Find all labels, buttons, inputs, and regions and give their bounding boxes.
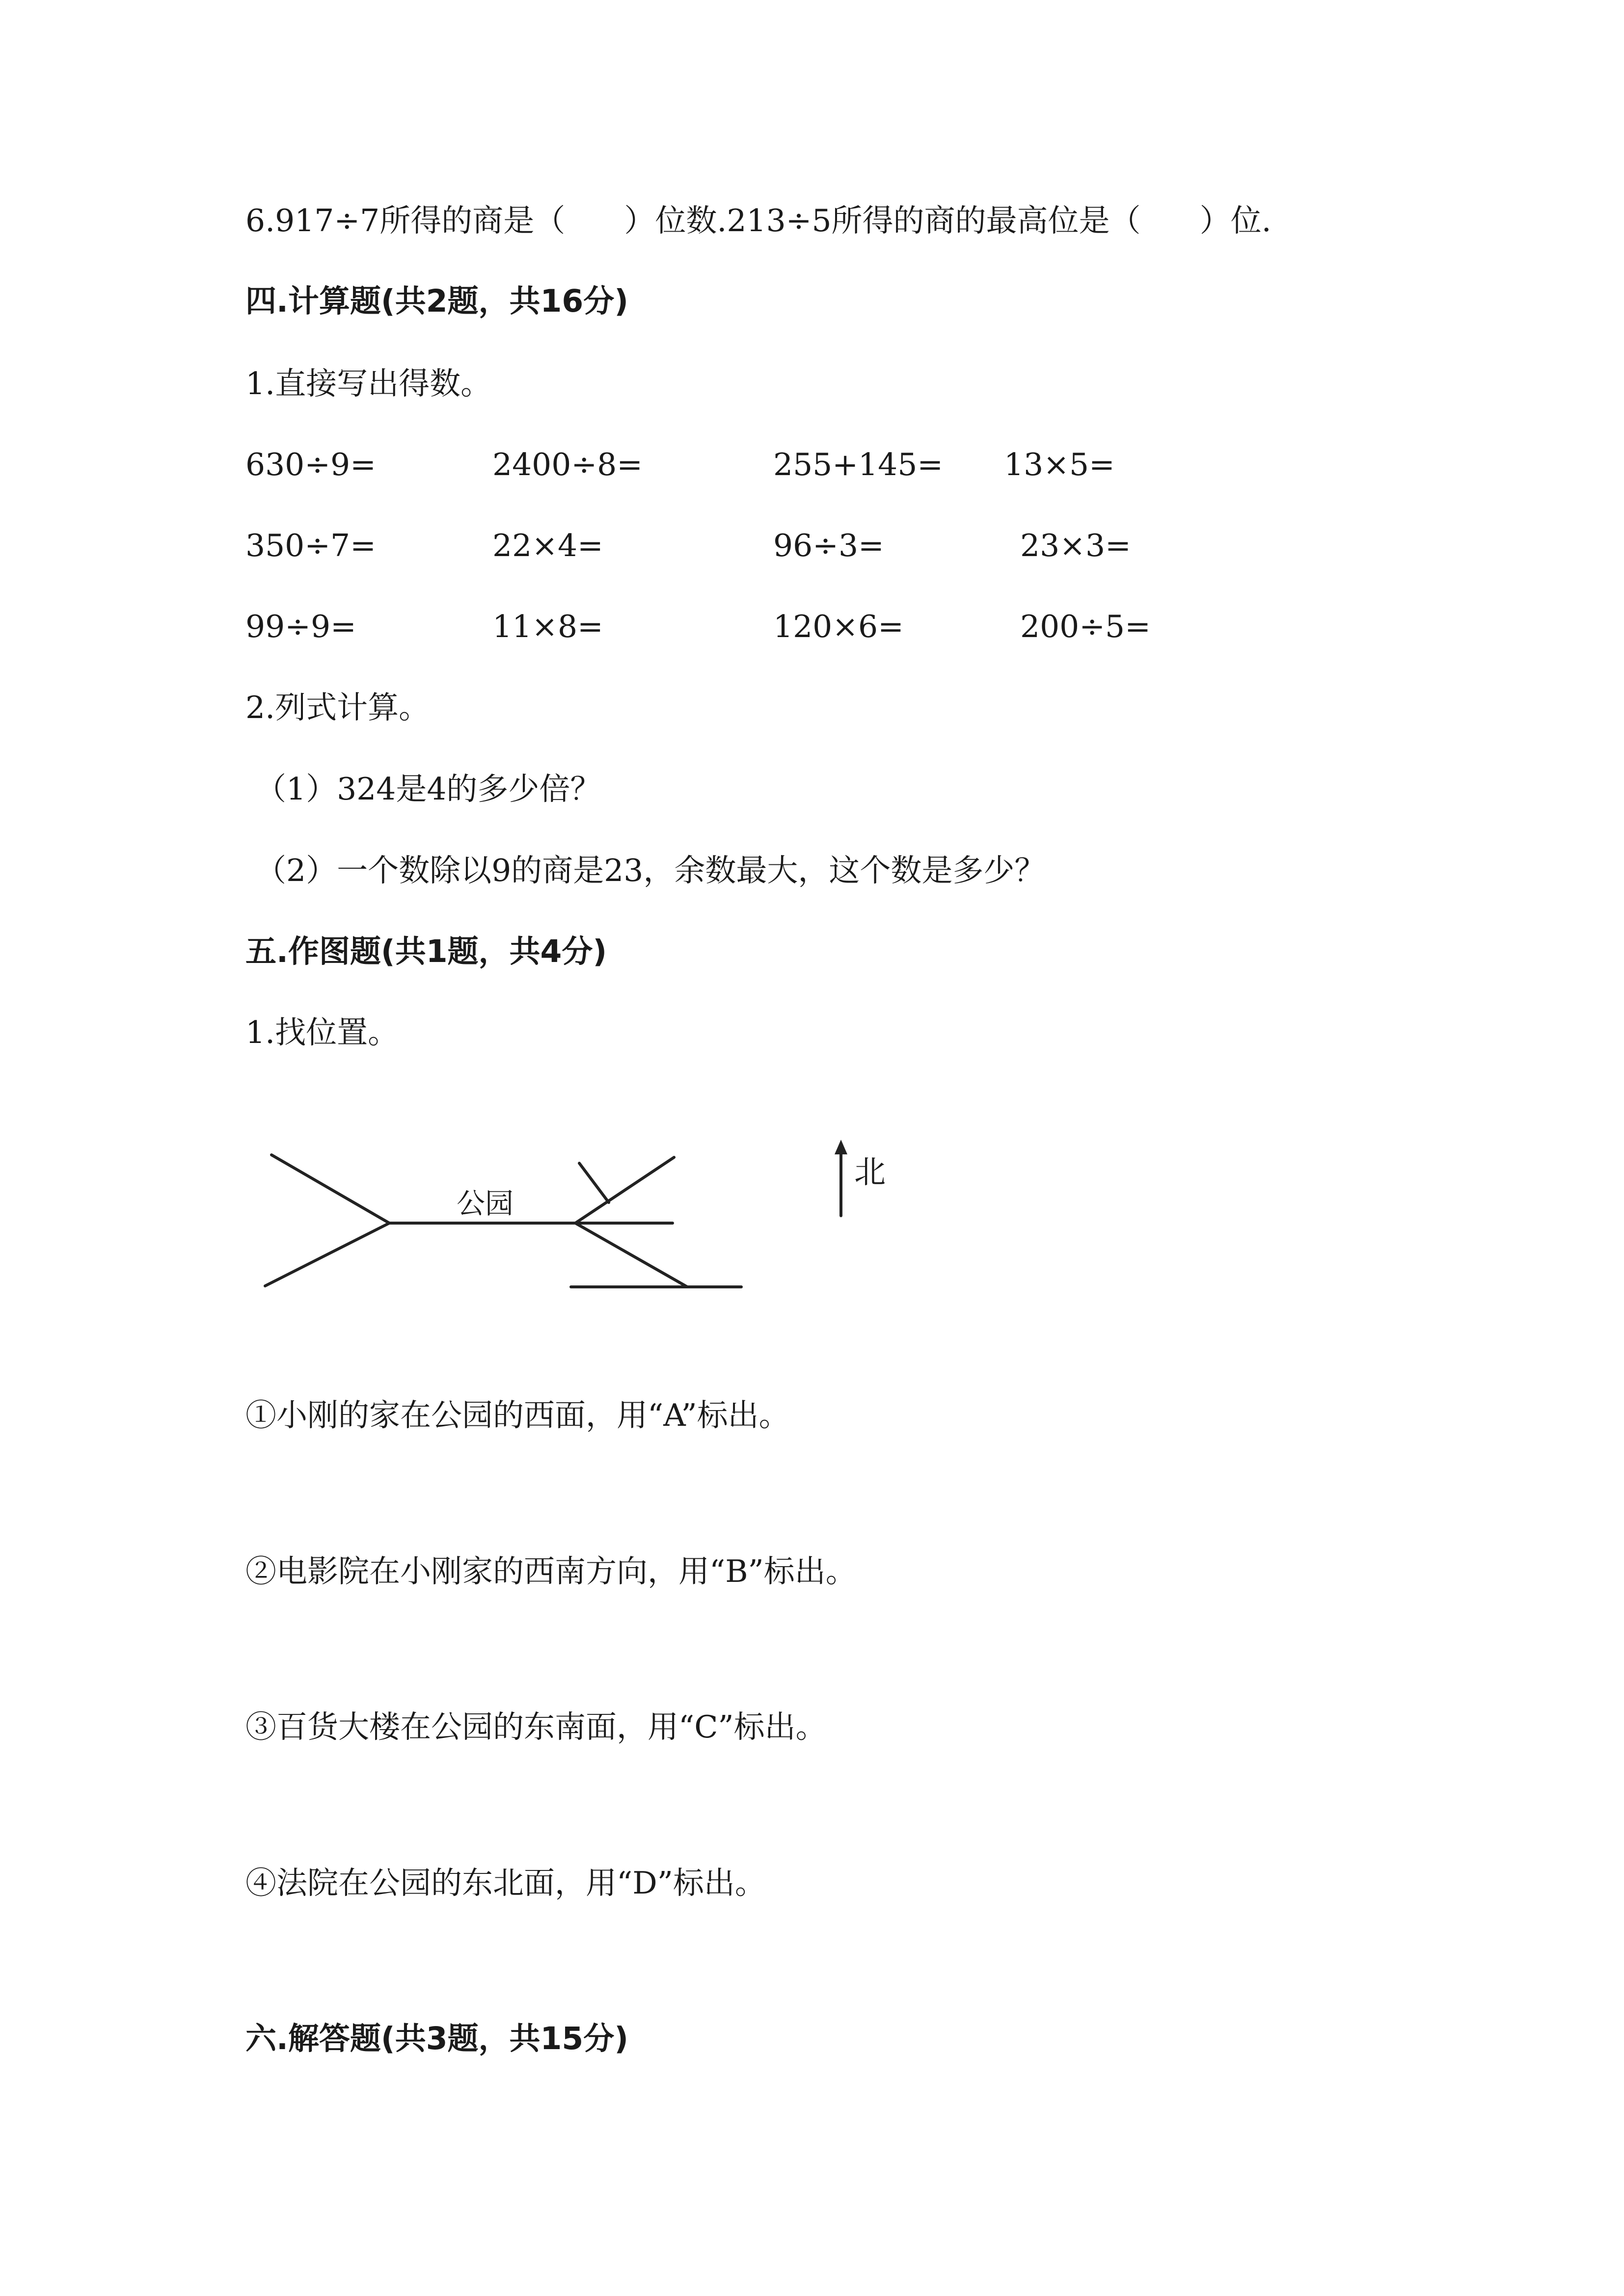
task-d: ④法院在公园的东北面，用“D”标出。 [245,1865,766,1901]
q2-item-1: （1）324是4的多少倍？ [255,771,601,807]
north-label: 北 [854,1154,886,1191]
q1-title-find-position: 1.找位置。 [245,1015,399,1050]
road-right-spur [579,1163,609,1202]
q2-item-2: （2）一个数除以9的商是23，余数最大，这个数是多少？ [255,853,1046,888]
calc-item: 2400÷8= [492,447,643,482]
calc-item: 99÷9= [245,609,356,644]
section-5-heading: 五.作图题(共1题，共4分) [245,934,607,969]
calc-item: 350÷7= [245,528,376,563]
question-6: 6.917÷7所得的商是（ ）位数.213÷5所得的商的最高位是（ ）位. [245,203,1272,239]
calc-item: 13×5= [1004,447,1115,482]
calc-item: 96÷3= [773,528,884,563]
q2-title: 2.列式计算。 [245,690,430,725]
q1-title: 1.直接写出得数。 [245,366,492,401]
calc-item: 630÷9= [245,447,376,482]
task-b: ②电影院在小刚家的西南方向，用“B”标出。 [245,1553,857,1589]
section-4-heading: 四.计算题(共2题，共16分) [245,283,629,319]
park-label: 公园 [457,1187,514,1220]
calc-item: 11×8= [492,609,603,644]
task-a: ①小刚的家在公园的西面，用“A”标出。 [245,1397,790,1433]
road-right-lower [575,1223,687,1287]
task-c: ③百货大楼在公园的东南面，用“C”标出。 [245,1709,827,1745]
calc-item: 120×6= [773,609,904,644]
calc-item: 255+145= [773,447,944,482]
calc-item: 23×3= [1020,528,1131,563]
calc-item: 22×4= [492,528,603,563]
road-left-upper [271,1155,389,1223]
section-6-heading: 六.解答题(共3题，共15分) [245,2021,629,2056]
road-right-upper [575,1157,674,1223]
calc-item: 200÷5= [1020,609,1151,644]
north-arrow-icon [835,1140,847,1154]
road-left-lower [265,1223,389,1286]
